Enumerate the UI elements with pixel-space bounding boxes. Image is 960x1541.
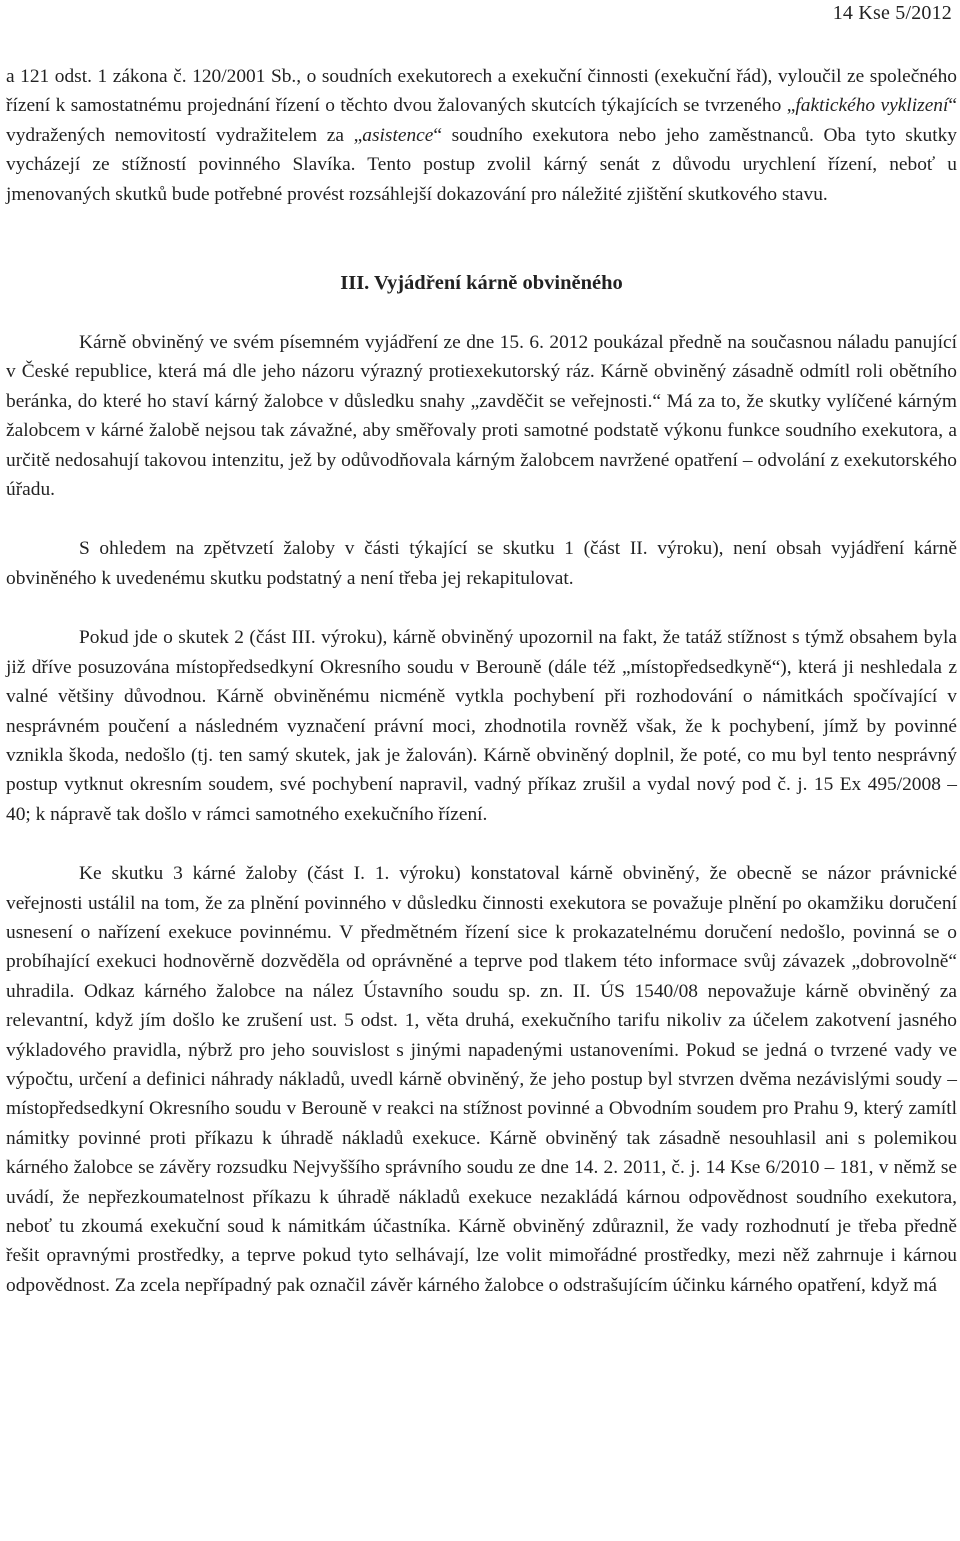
- section-heading: III. Vyjádření kárně obviněného: [340, 272, 623, 295]
- paragraph-act-2: Pokud jde o skutek 2 (část III. výroku), kárně obviněný upozornil na fakt, že tatáž stížnost s týmž obsahem byla již dříve posuzována místopředsedkyní Okresního soudu v Berouně (dále též „místopředsedkyně“), která ji neshledala z valné většiny důvodnou. Kárně obviněnému nicméně vytkla pochybení při rozhodování o námitkách spočívající v nesprávném poučení a následném vyznačení právní moci, zhodnotila rovněž však, že k pochybení, jímž by povinné vznikla škoda, nedošlo (tj. ten samý skutek, jak je žalován). Kárně obviněný doplnil, že poté, co mu byl tento nesprávný postup vytknut okresním soudem, své pochybení napravil, vadný příkaz zrušil a vydal nový pod č. j. 15 Ex 495/2008 – 40; k nápravě tak došlo v rámci samotného exekučního řízení.: [6, 627, 957, 825]
- paragraph-withdrawal: S ohledem na zpětvzetí žaloby v části týkající se skutku 1 (část II. výroku), není obsah vyjádření kárně obviněného k uvedenému skutku podstatný a není třeba jej rekapitulovat.: [6, 538, 957, 589]
- emphasis-text: asistence: [362, 124, 434, 146]
- document-body: [6, 62, 957, 1300]
- emphasis-text: faktického vyklizení: [795, 95, 949, 117]
- paragraph-act-3: Ke skutku 3 kárné žaloby (část I. 1. výroku) konstatoval kárně obviněný, že obecně se názor právnické veřejnosti ustálil na tom, že za plnění povinného v důsledku činnosti exekutora se považuje plnění po okamžiku doručení usnesení o nařízení exekuce povinnému. V předmětném řízení sice k prokazatelnému doručení nedošlo, povinná se o probíhající exekuci hodnověrně dozvěděla od oprávněné a teprve pod tlakem této informace svůj závazek „dobrovolně“ uhradila. Odkaz kárného žalobce na nález Ústavního soudu sp. zn. II. ÚS 1540/08 nepovažuje kárně obviněný za relevantní, když jím došlo ke zrušení ust. 5 odst. 1, věta druhá, exekučního tarifu nikoliv za účelem zakotvení jasného výkladového pravidla, nýbrž pro jeho souvislost s jinými napadenými ustanoveními. Pokud se jedná o tvrzené vady ve výpočtu, určení a definici náhrady nákladů, uvedl kárně obviněný, že jeho postup byl stvrzen dvěma nezávislými soudy – místopředsedkyní Okresního soudu v Berouně v reakci na stížnost povinné a Obvodním soudem pro Prahu 9, který zamítl námitky povinné proti příkazu k úhradě nákladů exekuce. Kárně obviněný tak zásadně nesouhlasil ani s polemikou kárného žalobce se závěry rozsudku Nejvyššího správního soudu ze dne 14. 2. 2011, č. j. 14 Kse 6/2010 – 181, v němž se uvádí, že nepřezkoumatelnost příkazu k úhradě nákladů exekuce nezakládá kárnou odpovědnost soudního exekutora, neboť tu zkoumá exekuční soud k námitkám účastníka. Kárně obviněný zdůraznil, že vady rozhodnutí je třeba předně řešit opravnými prostředky, a teprve pokud tyto selhávají, lze volit mimořádné prostředky, mezi něž zahrnuje i kárnou odpovědnost. Za zcela nepřípadný pak označil závěr kárného žalobce o odstrašujícím účinku kárného opatření, když má: [6, 863, 957, 1296]
- case-reference: 14 Kse 5/2012: [832, 2, 952, 24]
- paragraph-intro: a 121 odst. 1 zákona č. 120/2001 Sb., o soudních exekutorech a exekuční činnosti (exekuční řád), vyloučil ze společného řízení k samostatnému projednání řízení o těchto dvou žalovaných skutcích týkajících se tvrzeného „faktického vyklizení“ vydražených nemovitostí vydražitelem za „asistence“ soudního exekutora nebo jeho zaměstnanců. Oba tyto skutky vycházejí ze stížností povinného Slavíka. Tento postup zvolil kárný senát z důvodu urychlení řízení, neboť u jmenovaných skutků bude potřebné provést rozsáhlejší dokazování pro náležité zjištění skutkového stavu.: [6, 66, 958, 205]
- paragraph-statement: Kárně obviněný ve svém písemném vyjádření ze dne 15. 6. 2012 poukázal předně na současnou náladu panující v České republice, která má dle jeho názoru výrazný protiexekutorský ráz. Kárně obviněný zásadně odmítl roli obětního beránka, do které ho staví kárný žalobce v důsledku snahy „zavděčit se veřejnosti.“ Má za to, že skutky vylíčené kárným žalobcem v kárné žalobě nejsou tak závažné, aby směřovaly proti samotné podstatě výkonu funkce soudního exekutora, a určitě nedosahují takovou intenzitu, jež by odůvodňovala kárným žalobcem navržené opatření – odvolání z exekutorského úřadu.: [6, 332, 957, 501]
